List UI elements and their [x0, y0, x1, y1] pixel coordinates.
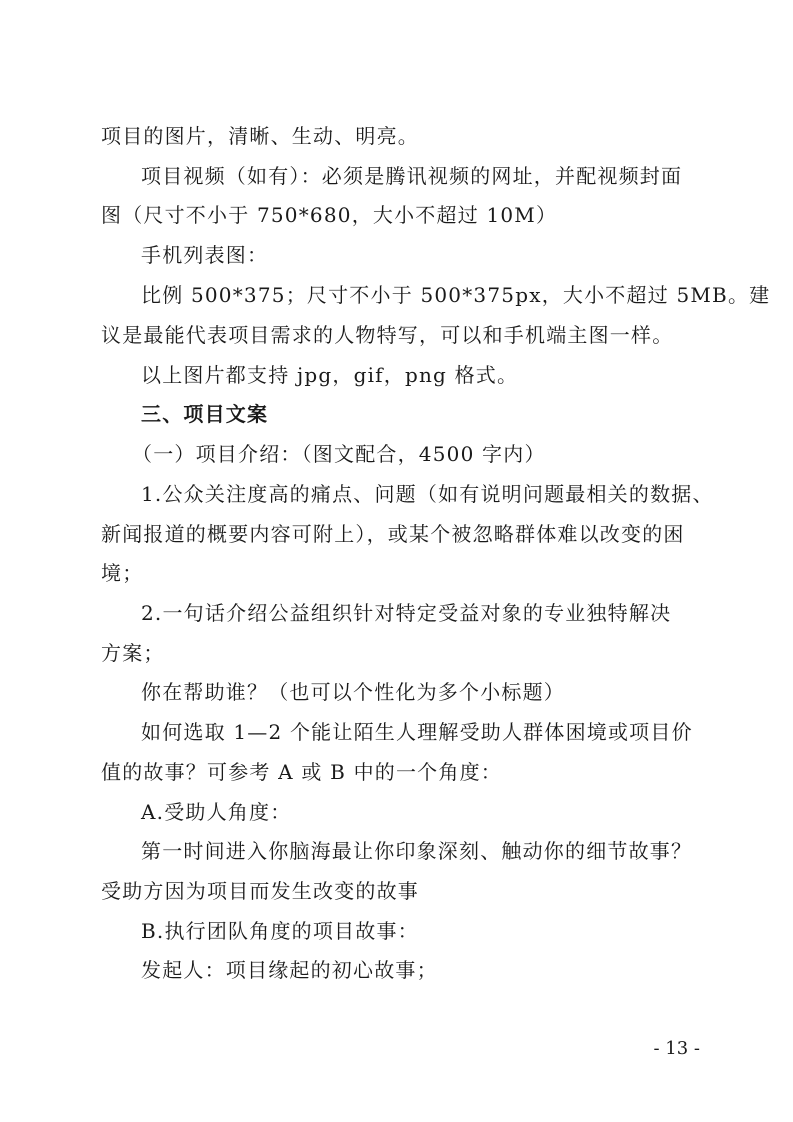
- paragraph-initiator: 发起人：项目缘起的初心故事；: [141, 958, 438, 982]
- paragraph-image-requirements: 项目的图片，清晰、生动、明亮。: [101, 124, 419, 148]
- paragraph-video-line-1: 项目视频（如有）：必须是腾讯视频的网址，并配视频封面: [141, 164, 683, 188]
- item-1-line-3: 境；: [101, 561, 144, 585]
- page-number: - 13 -: [653, 1038, 700, 1059]
- paragraph-choose-story-line-2: 值的故事？可参考 A 或 B 中的一个角度：: [101, 760, 502, 784]
- paragraph-angle-a-detail-line-1: 第一时间进入你脑海最让你印象深刻、触动你的细节故事？: [141, 839, 693, 863]
- paragraph-angle-a-detail-line-2: 受助方因为项目而发生改变的故事: [101, 879, 419, 903]
- paragraph-ratio-line-1: 比例 500*375；尺寸不小于 500*375px，大小不超过 5MB。建: [141, 283, 771, 307]
- subsection-heading-project-intro: （一）项目介绍：（图文配合，4500 字内）: [132, 442, 546, 466]
- paragraph-angle-b: B.执行团队角度的项目故事：: [141, 919, 419, 943]
- item-1-line-2: 新闻报道的概要内容可附上），或某个被忽略群体难以改变的困: [101, 522, 685, 546]
- item-2-line-2: 方案；: [101, 641, 165, 665]
- paragraph-who-are-you-helping: 你在帮助谁？（也可以个性化为多个小标题）: [141, 680, 565, 704]
- paragraph-image-formats: 以上图片都支持 jpg，gif，png 格式。: [141, 363, 519, 387]
- item-2-line-1: 2.一句话介绍公益组织针对特定受益对象的专业独特解决: [141, 601, 672, 625]
- paragraph-angle-a: A.受助人角度：: [141, 800, 292, 824]
- paragraph-ratio-line-2: 议是最能代表项目需求的人物特写，可以和手机端主图一样。: [101, 323, 674, 347]
- paragraph-choose-story-line-1: 如何选取 1—2 个能让陌生人理解受助人群体困境或项目价: [141, 720, 693, 744]
- item-1-line-1: 1.公众关注度高的痛点、问题（如有说明问题最相关的数据、: [141, 482, 714, 506]
- section-heading-project-copy: 三、项目文案: [141, 402, 269, 426]
- paragraph-video-line-2: 图（尺寸不小于 750*680，大小不超过 10M）: [101, 203, 558, 227]
- paragraph-mobile-list-image: 手机列表图：: [141, 243, 269, 267]
